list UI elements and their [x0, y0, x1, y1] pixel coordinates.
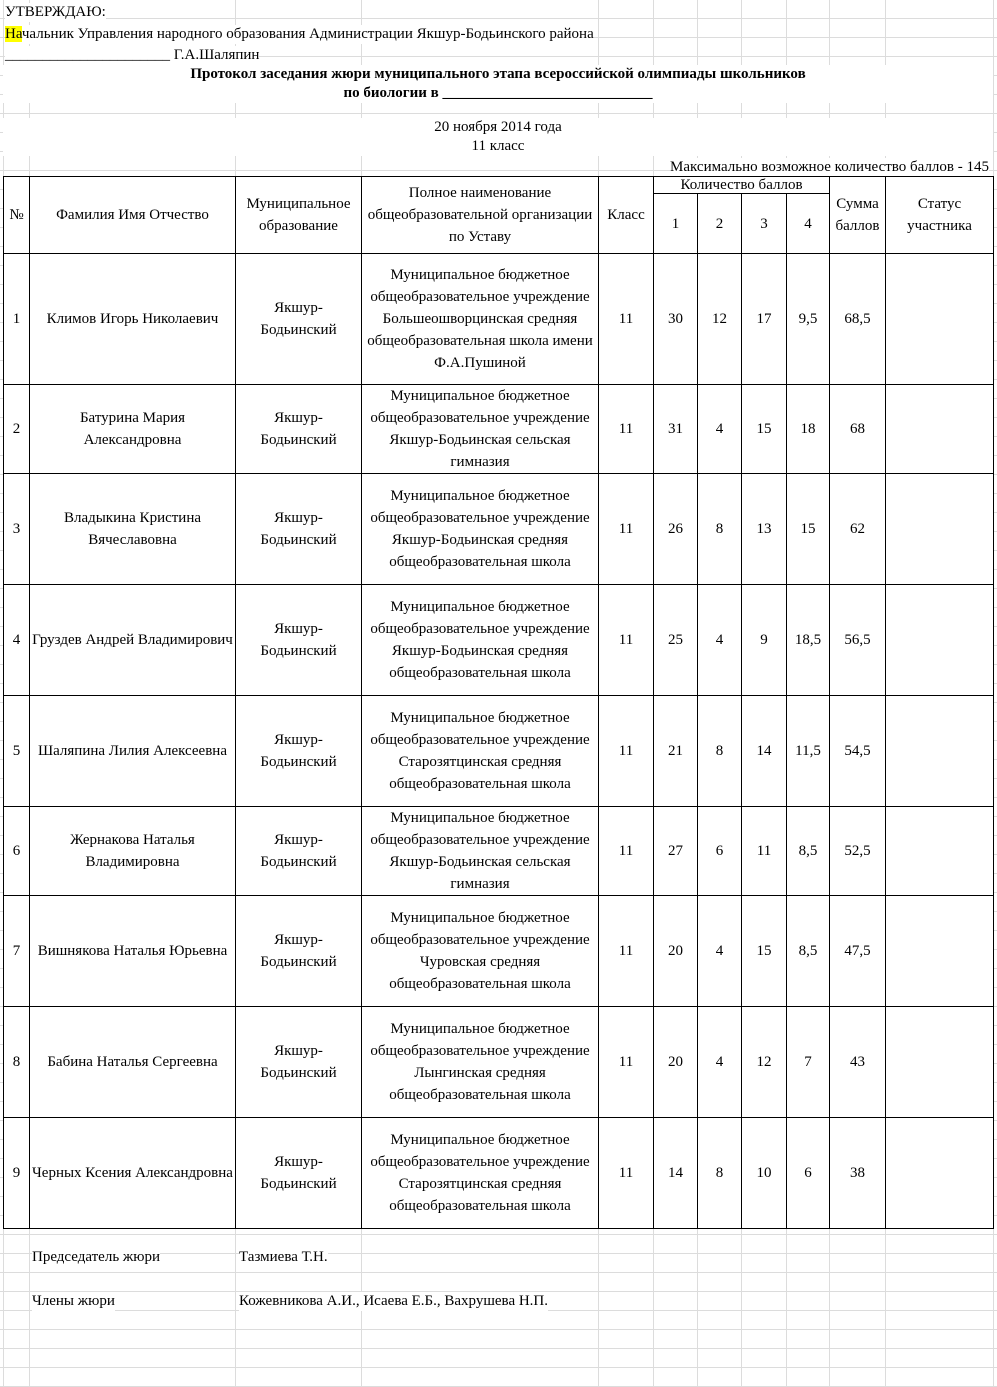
cell-name: Черных Ксения Александровна — [30, 1118, 236, 1229]
cell-municipality: Якшур-Бодьинский — [236, 896, 362, 1007]
header-scores-group: Количество баллов — [654, 177, 830, 194]
head-title-text: чальник Управления народного образования Администрации Якшур-Бодьинского района — [21, 26, 594, 42]
cell-total: 38 — [830, 1118, 886, 1229]
cell-score-4: 15 — [787, 474, 830, 585]
cell-total: 47,5 — [830, 896, 886, 1007]
cell-class: 11 — [599, 474, 654, 585]
cell-status — [886, 385, 994, 474]
selected-cell-text[interactable]: На — [5, 26, 22, 42]
jury-chair-name: Тазмиева Т.Н. — [239, 1249, 328, 1265]
cell-organization: Муниципальное бюджетное общеобразовательное учреждение Якшур-Бодьинская средняя общеобразовательная школа — [362, 474, 599, 585]
max-score-label: Максимально возможное количество баллов - 145 — [670, 159, 989, 175]
header-class: Класс — [599, 177, 654, 254]
cell-score-3: 14 — [742, 696, 787, 807]
cell-municipality: Якшур-Бодьинский — [236, 254, 362, 385]
cell-organization: Муниципальное бюджетное общеобразовательное учреждение Якшур-Бодьинская сельская гимназия — [362, 807, 599, 896]
jury-members-names: Кожевникова А.И., Исаева Е.Б., Вахрушева Н.П. — [239, 1293, 549, 1309]
cell-score-3: 9 — [742, 585, 787, 696]
cell-score-2: 4 — [698, 1007, 742, 1118]
cell-num: 5 — [4, 696, 30, 807]
cell-score-4: 18,5 — [787, 585, 830, 696]
cell-total: 62 — [830, 474, 886, 585]
cell-class: 11 — [599, 585, 654, 696]
cell-municipality: Якшур-Бодьинский — [236, 474, 362, 585]
cell-num: 3 — [4, 474, 30, 585]
table-row — [4, 896, 994, 1007]
header-task-3: 3 — [742, 194, 787, 254]
header-status: Статус участника — [886, 177, 994, 254]
cell-score-3: 10 — [742, 1118, 787, 1229]
cell-name: Климов Игорь Николаевич — [30, 254, 236, 385]
cell-score-3: 15 — [742, 896, 787, 1007]
cell-organization: Муниципальное бюджетное общеобразовательное учреждение Старозятцинская средняя общеобразовательная школа — [362, 696, 599, 807]
cell-num: 9 — [4, 1118, 30, 1229]
cell-class: 11 — [599, 896, 654, 1007]
cell-score-4: 8,5 — [787, 896, 830, 1007]
cell-status — [886, 585, 994, 696]
table-row — [4, 1007, 994, 1118]
cell-total: 68 — [830, 385, 886, 474]
header-task-2: 2 — [698, 194, 742, 254]
cell-total: 52,5 — [830, 807, 886, 896]
cell-name: Жернакова Наталья Владимировна — [30, 807, 236, 896]
cell-score-2: 8 — [698, 474, 742, 585]
cell-score-4: 8,5 — [787, 807, 830, 896]
table-row — [4, 254, 994, 385]
cell-score-4: 7 — [787, 1007, 830, 1118]
cell-status — [886, 696, 994, 807]
cell-class: 11 — [599, 1118, 654, 1229]
cell-status — [886, 1118, 994, 1229]
cell-name: Груздев Андрей Владимирович — [30, 585, 236, 696]
cell-score-3: 11 — [742, 807, 787, 896]
cell-municipality: Якшур-Бодьинский — [236, 696, 362, 807]
cell-organization: Муниципальное бюджетное общеобразовательное учреждение Якшур-Бодьинская средняя общеобразовательная школа — [362, 585, 599, 696]
table-row — [4, 385, 994, 474]
cell-score-1: 20 — [654, 1007, 698, 1118]
jury-members-label: Члены жюри — [32, 1293, 115, 1309]
cell-score-2: 8 — [698, 696, 742, 807]
cell-organization: Муниципальное бюджетное общеобразовательное учреждение Старозятцинская средняя общеобразовательная школа — [362, 1118, 599, 1229]
cell-num: 6 — [4, 807, 30, 896]
cell-organization: Муниципальное бюджетное общеобразовательное учреждение Якшур-Бодьинская сельская гимназия — [362, 385, 599, 474]
header-task-1: 1 — [654, 194, 698, 254]
grade-label: 11 класс — [3, 137, 993, 156]
cell-score-1: 30 — [654, 254, 698, 385]
cell-total: 68,5 — [830, 254, 886, 385]
cell-score-3: 12 — [742, 1007, 787, 1118]
approve-label: УТВЕРЖДАЮ: — [5, 4, 106, 20]
cell-score-3: 15 — [742, 385, 787, 474]
cell-name: Вишнякова Наталья Юрьевна — [30, 896, 236, 1007]
cell-score-2: 4 — [698, 385, 742, 474]
cell-name: Шаляпина Лилия Алексеевна — [30, 696, 236, 807]
cell-status — [886, 807, 994, 896]
header-name: Фамилия Имя Отчество — [30, 177, 236, 254]
cell-num: 1 — [4, 254, 30, 385]
table-row — [4, 696, 994, 807]
cell-score-3: 17 — [742, 254, 787, 385]
cell-score-1: 25 — [654, 585, 698, 696]
signature-line: ______________________ Г.А.Шаляпин — [5, 47, 260, 63]
cell-municipality: Якшур-Бодьинский — [236, 807, 362, 896]
cell-score-2: 4 — [698, 896, 742, 1007]
cell-score-1: 14 — [654, 1118, 698, 1229]
cell-num: 2 — [4, 385, 30, 474]
cell-class: 11 — [599, 385, 654, 474]
cell-municipality: Якшур-Бодьинский — [236, 1007, 362, 1118]
table-row — [4, 1118, 994, 1229]
cell-score-1: 21 — [654, 696, 698, 807]
results-table — [3, 176, 994, 1229]
header-num: № — [4, 177, 30, 254]
cell-score-1: 20 — [654, 896, 698, 1007]
cell-class: 11 — [599, 696, 654, 807]
cell-num: 7 — [4, 896, 30, 1007]
protocol-title-line2: по биологии в ____________________________ — [3, 84, 993, 103]
cell-organization: Муниципальное бюджетное общеобразовательное учреждение Чуровская средняя общеобразовательная школа — [362, 896, 599, 1007]
cell-score-2: 8 — [698, 1118, 742, 1229]
cell-organization: Муниципальное бюджетное общеобразовательное учреждение Большеошворцинская средняя общеобразовательная школа имени Ф.А.Пушиной — [362, 254, 599, 385]
cell-total: 54,5 — [830, 696, 886, 807]
jury-chair-label: Председатель жюри — [32, 1249, 161, 1265]
cell-class: 11 — [599, 807, 654, 896]
header-organization: Полное наименование общеобразовательной организации по Уставу — [362, 177, 599, 254]
cell-score-4: 11,5 — [787, 696, 830, 807]
cell-score-3: 13 — [742, 474, 787, 585]
cell-status — [886, 254, 994, 385]
table-row — [4, 585, 994, 696]
cell-score-1: 26 — [654, 474, 698, 585]
cell-municipality: Якшур-Бодьинский — [236, 1118, 362, 1229]
header-municipality: Муниципальное образование — [236, 177, 362, 254]
protocol-title-line1: Протокол заседания жюри муниципального этапа всероссийской олимпиады школьников — [3, 65, 993, 84]
cell-municipality: Якшур-Бодьинский — [236, 385, 362, 474]
cell-status — [886, 474, 994, 585]
cell-score-4: 9,5 — [787, 254, 830, 385]
cell-score-4: 18 — [787, 385, 830, 474]
cell-total: 43 — [830, 1007, 886, 1118]
head-of-department-line — [5, 25, 594, 44]
header-task-4: 4 — [787, 194, 830, 254]
cell-status — [886, 896, 994, 1007]
cell-score-2: 12 — [698, 254, 742, 385]
cell-total: 56,5 — [830, 585, 886, 696]
table-row — [4, 807, 994, 896]
cell-score-1: 27 — [654, 807, 698, 896]
table-header-row — [4, 177, 994, 194]
cell-score-2: 6 — [698, 807, 742, 896]
cell-municipality: Якшур-Бодьинский — [236, 585, 362, 696]
cell-num: 8 — [4, 1007, 30, 1118]
protocol-date: 20 ноября 2014 года — [3, 118, 993, 137]
cell-num: 4 — [4, 585, 30, 696]
cell-organization: Муниципальное бюджетное общеобразовательное учреждение Лынгинская средняя общеобразовательная школа — [362, 1007, 599, 1118]
cell-class: 11 — [599, 254, 654, 385]
header-total: Сумма баллов — [830, 177, 886, 254]
cell-class: 11 — [599, 1007, 654, 1118]
cell-score-2: 4 — [698, 585, 742, 696]
table-row — [4, 474, 994, 585]
cell-name: Батурина Мария Александровна — [30, 385, 236, 474]
cell-name: Владыкина Кристина Вячеславовна — [30, 474, 236, 585]
cell-score-1: 31 — [654, 385, 698, 474]
cell-score-4: 6 — [787, 1118, 830, 1229]
cell-status — [886, 1007, 994, 1118]
cell-name: Бабина Наталья Сергеевна — [30, 1007, 236, 1118]
